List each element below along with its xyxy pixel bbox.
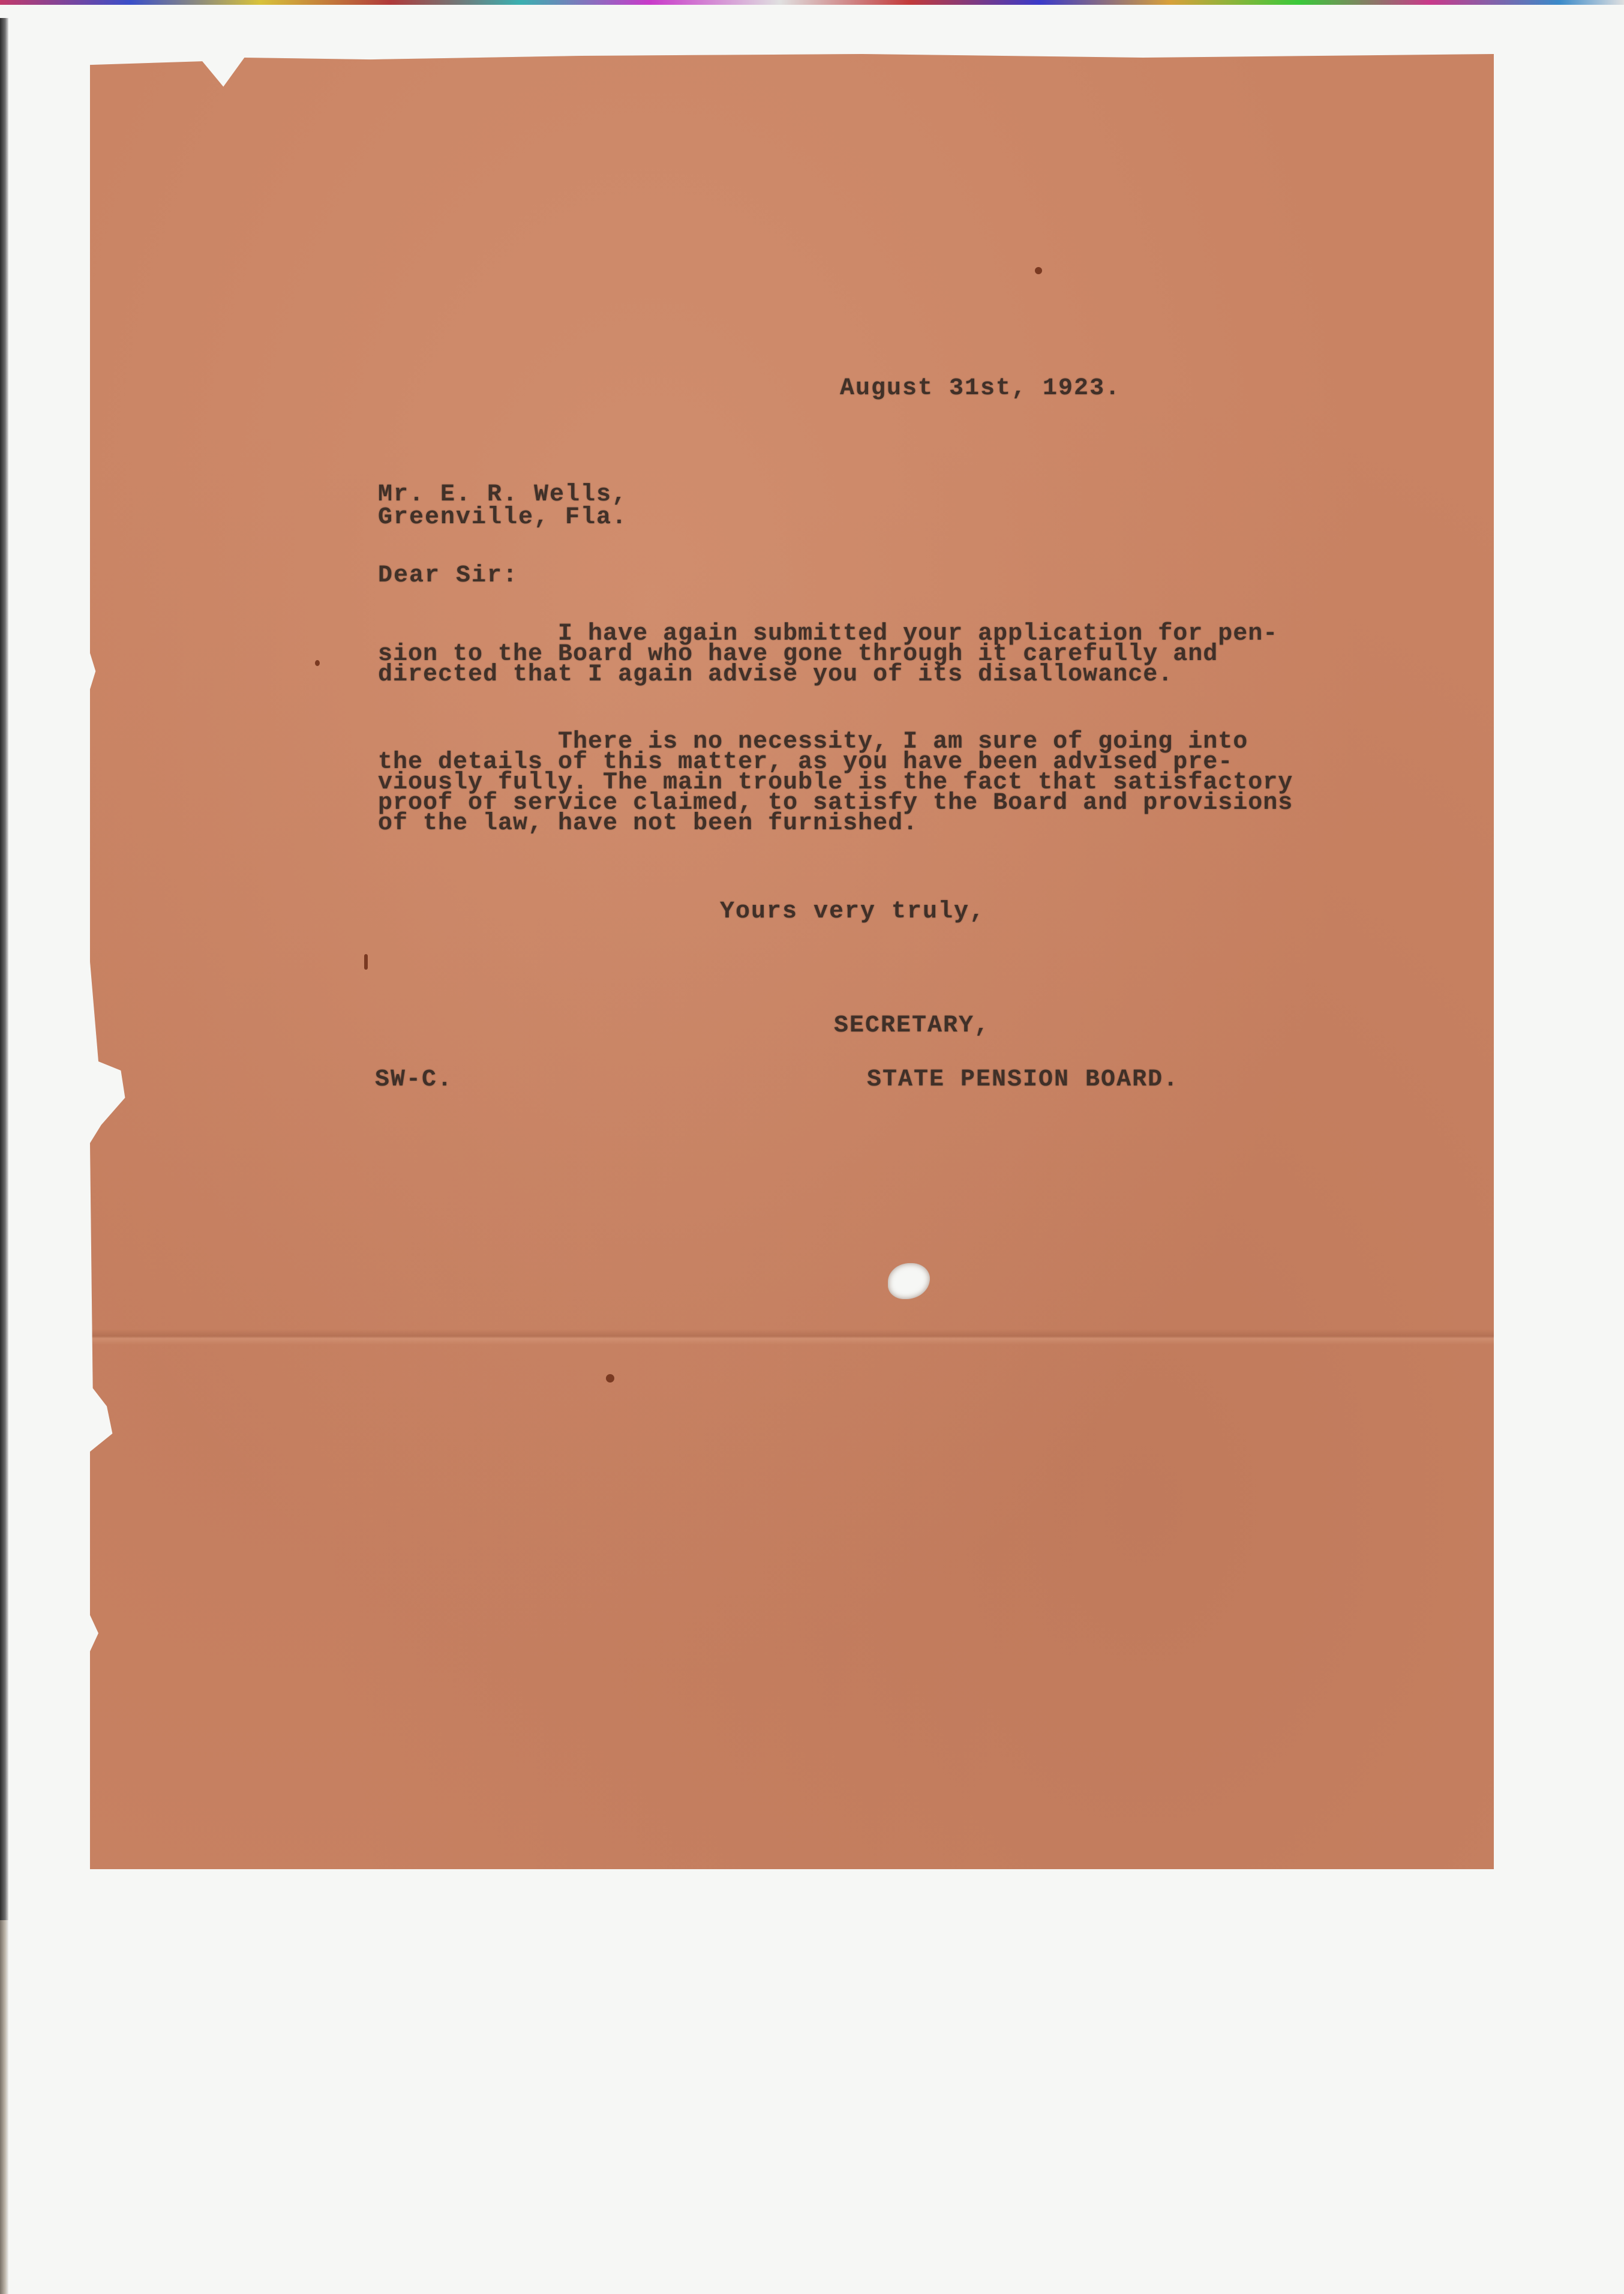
paper-speck <box>1035 267 1042 274</box>
recipient-city: Greenville, Fla. <box>378 504 628 531</box>
salutation: Dear Sir: <box>378 562 519 589</box>
recipient-name: Mr. E. R. Wells, <box>378 481 628 508</box>
letter-date: August 31st, 1923. <box>840 375 1121 402</box>
scanner-calibration-strip <box>0 0 1624 18</box>
closing: Yours very truly, <box>720 898 986 925</box>
reference-initials: SW-C. <box>375 1066 454 1093</box>
signature-organization: STATE PENSION BOARD. <box>867 1066 1179 1093</box>
scan-edge-lower <box>0 1920 8 2294</box>
signature-title: SECRETARY, <box>834 1012 990 1039</box>
paper-speck <box>364 954 368 970</box>
paper-speck <box>315 660 320 666</box>
paper-speck <box>606 1374 614 1383</box>
fold-crease <box>90 1329 1494 1345</box>
body-paragraph-2: There is no necessity, I am sure of going into the details of this matter, as you have been advised pre- viously fully. The main trouble is the fact that satisfactory proof of service claimed, to satisfy the Board and provisions of the law, have not been furnished. <box>378 728 1293 837</box>
letter-sheet <box>90 54 1494 1869</box>
body-paragraph-1: I have again submitted your application for pen- sion to the Board who have gone through it carefully and directed that I again advise you of its disallowance. <box>378 620 1278 688</box>
paper-tear <box>888 1263 930 1299</box>
